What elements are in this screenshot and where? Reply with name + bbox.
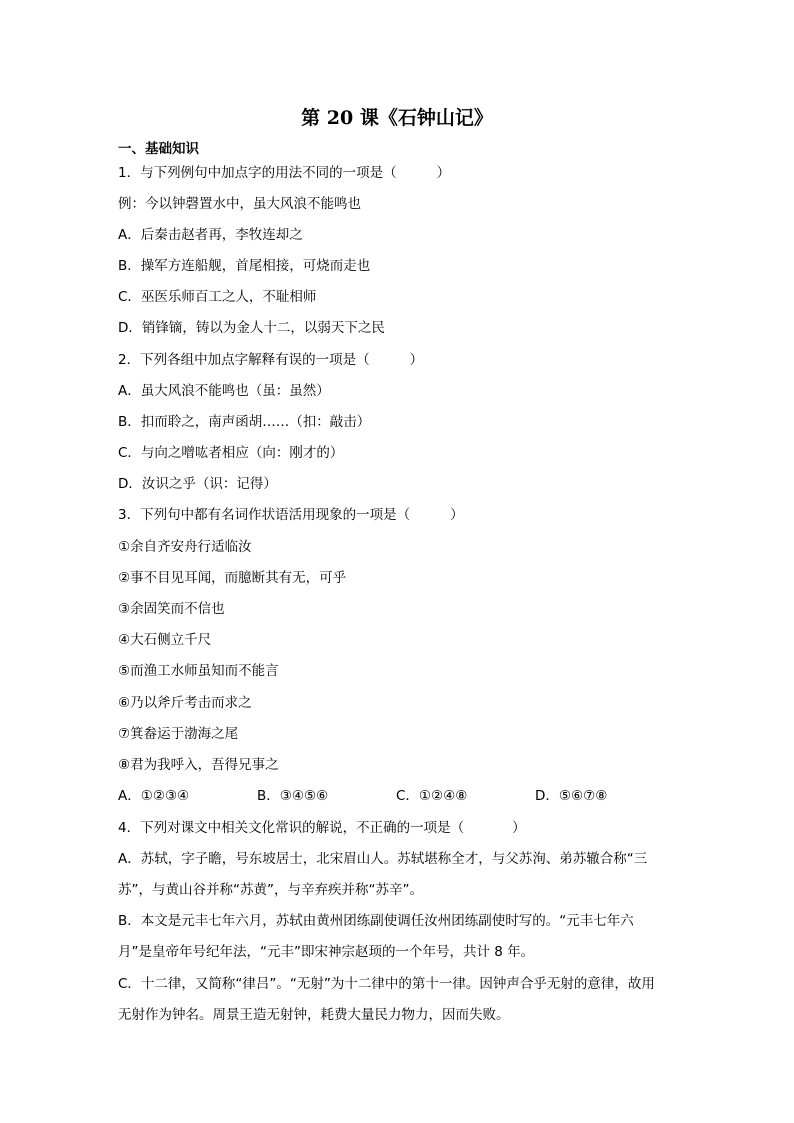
question-3-option-a: A．①②③④: [118, 788, 190, 804]
question-1-example: 例：今以钟磬置水中，虽大风浪不能鸣也: [118, 196, 361, 212]
question-3-item-4: ④大石侧立千尺: [118, 632, 212, 648]
question-4-option-a-line-1: A．苏轼，字子瞻，号东坡居士，北宋眉山人。苏轼堪称全才，与父苏洵、弟苏辙合称“三: [118, 851, 648, 867]
question-3-stem: [118, 505, 688, 525]
question-2-option-b: B．扣而聆之，南声函胡……（扣：敲击）: [118, 414, 371, 430]
question-3-item-7: ⑦箕畚运于渤海之尾: [118, 726, 239, 742]
question-2-option-d: D．汝识之乎（识：记得）: [118, 476, 277, 492]
question-4-option-c-line-1: C．十二律，又简称“律吕”。“无射”为十二律中的第十一律。因钟声合乎无射的意律，故用: [118, 976, 655, 992]
question-1-option-b: B．操军方连船舰，首尾相接，可烧而走也: [118, 258, 371, 274]
question-4-stem-close: ）: [512, 820, 526, 836]
question-1-stem-text: 1．与下列例句中加点字的用法不同的一项是（: [118, 165, 397, 181]
question-2-option-c: C．与向之噌吰者相应（向：刚才的）: [118, 445, 344, 461]
section-heading-basic-knowledge: 一、基础知识: [118, 141, 199, 157]
question-3-item-3: ③余固笑而不信也: [118, 601, 225, 617]
question-1-option-c: C．巫医乐师百工之人，不耻相师: [118, 289, 317, 305]
question-3-item-6: ⑥乃以斧斤考击而求之: [118, 695, 252, 711]
question-3-option-c: C．①②④⑧: [396, 788, 468, 804]
question-1-option-a: A．后秦击赵者再，李牧连却之: [118, 227, 303, 243]
question-2-stem-close: ）: [409, 352, 424, 368]
question-3-item-2: ②事不目见耳闻，而臆断其有无，可乎: [118, 570, 347, 586]
question-1-stem-close: ）: [436, 165, 451, 181]
question-4-option-b-line-2: 月”是皇帝年号纪年法，“元丰”即宋神宗赵顼的一个年号，共计 8 年。: [118, 944, 535, 960]
question-3-option-d: D．⑤⑥⑦⑧: [535, 788, 608, 804]
question-2-stem-text: 2．下列各组中加点字解释有误的一项是（: [118, 352, 370, 368]
question-3-options: [118, 786, 688, 806]
question-4-stem-text: 4．下列对课文中相关文化常识的解说，不正确的一项是（: [118, 820, 465, 836]
question-3-option-b: B．③④⑤⑥: [257, 788, 329, 804]
question-3-stem-text: 3．下列句中都有名词作状语活用现象的一项是（: [118, 507, 411, 523]
question-2-option-a: A．虽大风浪不能鸣也（虽：虽然）: [118, 383, 330, 399]
question-3-item-8: ⑧君为我呼入，吾得兄事之: [118, 757, 279, 773]
question-4-option-b-line-1: B．本文是元丰七年六月，苏轼由黄州团练副使调任汝州团练副使时写的。“元丰七年六: [118, 913, 634, 929]
question-4-stem: [118, 818, 688, 838]
page-title: 第 20 课《石钟山记》: [301, 107, 493, 129]
question-4-option-a-line-2: 苏”，与黄山谷并称“苏黄”，与辛弃疾并称“苏辛”。: [118, 882, 423, 898]
question-1-stem: [118, 163, 688, 183]
question-4-option-c-line-2: 无射作为钟名。周景王造无射钟，耗费大量民力物力，因而失败。: [118, 1007, 510, 1023]
question-2-stem: [118, 350, 688, 370]
question-1-option-d: D．销锋镝，铸以为金人十二，以弱天下之民: [118, 320, 385, 336]
question-3-item-5: ⑤而渔工水师虽知而不能言: [118, 663, 279, 679]
question-3-stem-close: ）: [450, 507, 464, 523]
question-3-item-1: ①余自齐安舟行适临汝: [118, 539, 252, 555]
